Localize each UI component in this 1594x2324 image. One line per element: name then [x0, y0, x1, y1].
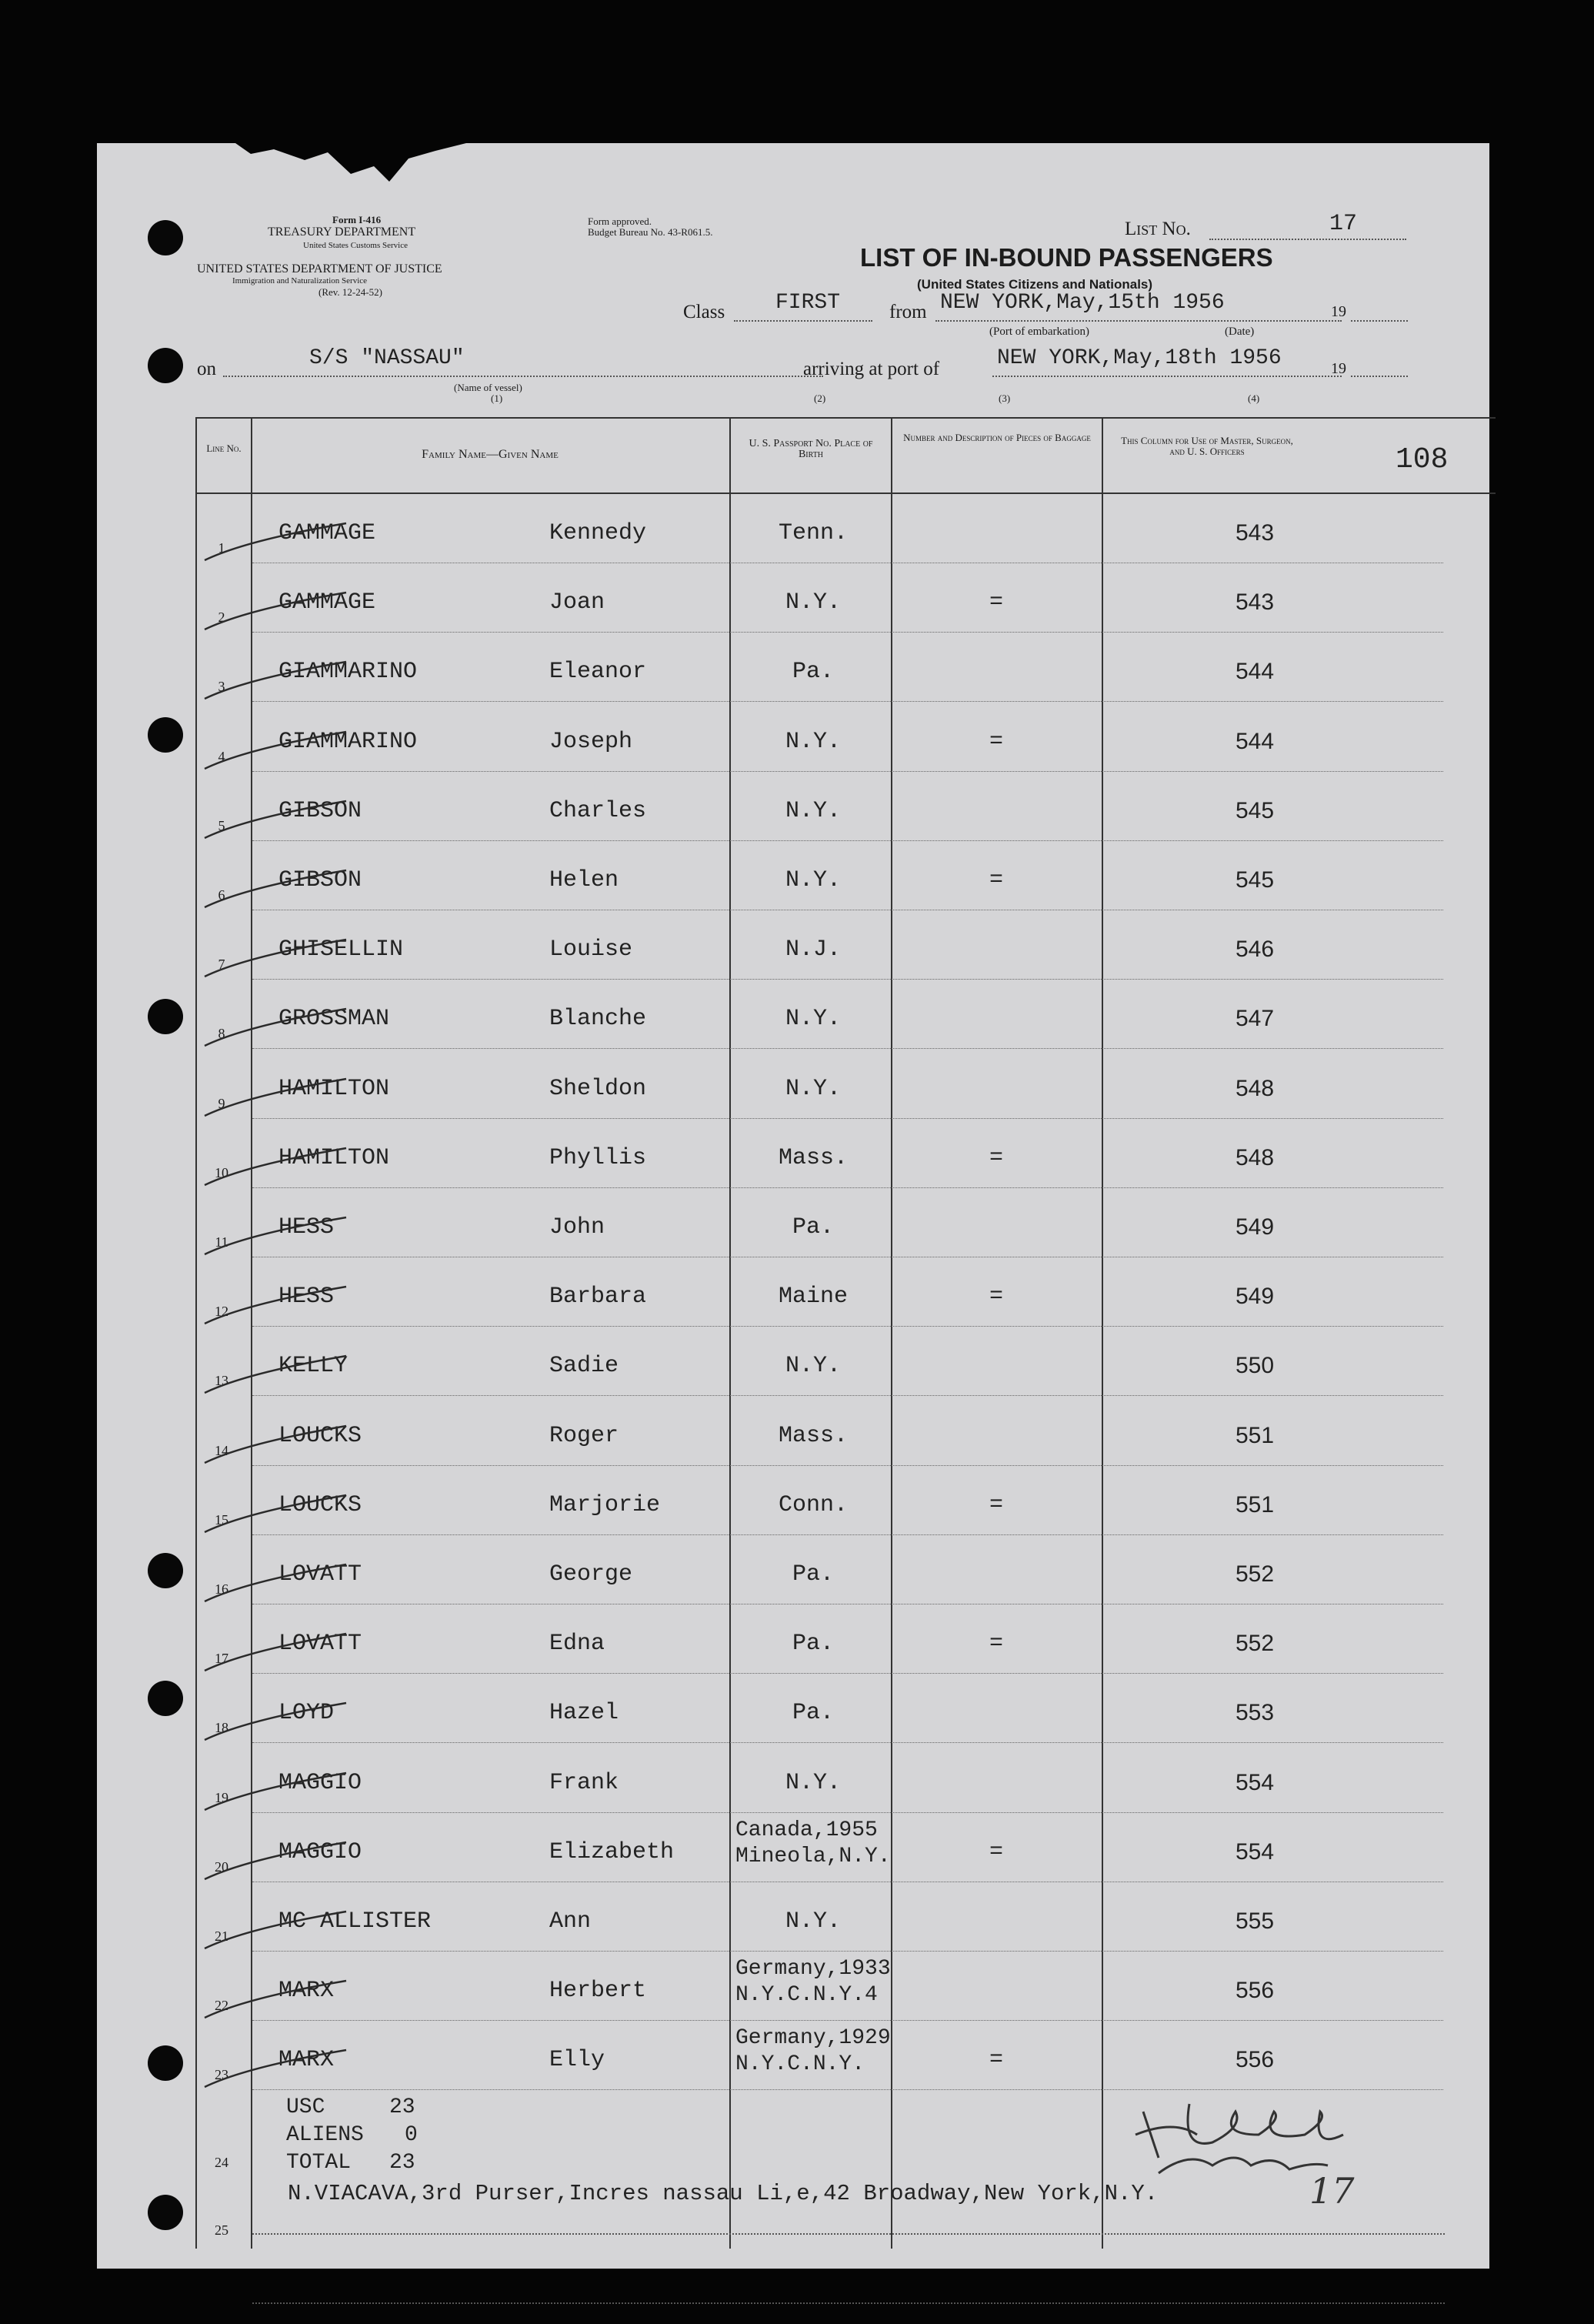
- family-name: GIBSON: [278, 798, 362, 824]
- form-approved: Form approved.: [588, 215, 652, 227]
- line-number: 15: [215, 1512, 228, 1528]
- family-name: MARX: [278, 2047, 335, 2073]
- given-name: Herbert: [549, 1978, 647, 2004]
- birth-place: N.Y.: [785, 1076, 841, 1102]
- family-name: HESS: [278, 1284, 335, 1310]
- form-number: Form I-416: [332, 214, 382, 225]
- line-number: 24: [215, 2155, 228, 2170]
- class-line: [734, 320, 872, 322]
- birth-place: N.Y.: [785, 867, 841, 893]
- pen-check-mark: [200, 1350, 354, 1404]
- table-row: [97, 1535, 1489, 1604]
- officer-number: 544: [1235, 659, 1275, 684]
- family-name: GAMMAGE: [278, 589, 376, 616]
- row-rule: [252, 2233, 1445, 2235]
- birth-place-line2: Mineola,N.Y.: [735, 1845, 891, 1868]
- table-row: [97, 1397, 1489, 1466]
- family-name: LOVATT: [278, 1631, 362, 1657]
- from-value: NEW YORK,May,15th 1956: [940, 291, 1225, 315]
- family-name: GIAMMARINO: [278, 729, 418, 755]
- line-number: 5: [218, 818, 225, 833]
- header-name: Family Name—Given Name: [422, 448, 559, 461]
- pen-check-mark: [200, 2044, 354, 2098]
- col-no-2: (2): [814, 392, 826, 404]
- birth-place: Maine: [778, 1284, 848, 1310]
- class-label: Class: [683, 302, 725, 322]
- family-name: LOYD: [278, 1700, 335, 1726]
- line-number: 18: [215, 1720, 228, 1735]
- table-row: [97, 1813, 1489, 1882]
- family-name: KELLY: [278, 1353, 348, 1379]
- dept-treasury: TREASURY DEPARTMENT: [268, 225, 416, 239]
- given-name: Eleanor: [549, 659, 647, 685]
- officer-signature: [1128, 2089, 1359, 2181]
- table-row: [97, 1188, 1489, 1257]
- vessel-line: [223, 376, 823, 377]
- purser-line: N.VIACAVA,3rd Purser,Incres nassau Li,e,42 Broadway,New York,N.Y.: [288, 2181, 1159, 2206]
- dept-treasury-sub: United States Customs Service: [303, 241, 408, 250]
- vessel-caption-no: (1): [491, 392, 503, 404]
- officer-number: 545: [1235, 867, 1275, 893]
- usc-label: USC: [286, 2095, 325, 2119]
- given-name: Elly: [549, 2047, 605, 2073]
- officer-number: 552: [1235, 1631, 1275, 1656]
- officer-number: 547: [1235, 1006, 1275, 1031]
- family-name: LOVATT: [278, 1561, 362, 1588]
- officer-number: 545: [1235, 798, 1275, 823]
- birth-place-line2: N.Y.C.N.Y.4: [735, 1983, 878, 2007]
- family-name: MC ALLISTER: [278, 1908, 432, 1935]
- handwritten-list-number: 17: [1309, 2170, 1355, 2212]
- line-number: 14: [215, 1443, 228, 1458]
- officer-number: 544: [1235, 729, 1275, 754]
- birth-place: N.Y.: [785, 1908, 841, 1935]
- col-no-3: (3): [999, 392, 1011, 404]
- line-number: 23: [215, 2067, 228, 2082]
- birth-place: N.Y.: [785, 589, 841, 616]
- line-number: 13: [215, 1373, 228, 1388]
- table-row: [97, 703, 1489, 772]
- header-line-no: Line No.: [206, 442, 242, 454]
- date-caption: (Date): [1225, 326, 1255, 338]
- birth-place: Pa.: [792, 1561, 834, 1588]
- year1-line: [1351, 320, 1408, 322]
- on-label: on: [197, 359, 216, 379]
- birth-place-line2: N.Y.C.N.Y.: [735, 2052, 865, 2076]
- baggage: =: [989, 1631, 1003, 1657]
- document-subtitle: (United States Citizens and Nationals): [917, 277, 1153, 292]
- given-name: Phyllis: [549, 1145, 647, 1171]
- baggage: =: [989, 1284, 1003, 1310]
- birth-place: Germany,1933: [735, 1957, 891, 1981]
- birth-place: N.Y.: [785, 1353, 841, 1379]
- list-no-value: 17: [1329, 211, 1358, 237]
- given-name: Joseph: [549, 729, 633, 755]
- line-number: 20: [215, 1859, 228, 1875]
- table-row: [97, 1952, 1489, 2021]
- line-number: 11: [215, 1234, 228, 1250]
- line-number: 10: [215, 1165, 228, 1180]
- officer-number: 551: [1235, 1423, 1275, 1448]
- given-name: Kennedy: [549, 520, 647, 546]
- officer-number: 546: [1235, 937, 1275, 962]
- year2-line: [1351, 376, 1408, 377]
- punch-hole: [148, 2195, 183, 2230]
- page-number: 108: [1396, 443, 1449, 476]
- family-name: GROSSMAN: [278, 1006, 390, 1032]
- officer-number: 556: [1235, 1978, 1275, 2003]
- officer-number: 554: [1235, 1839, 1275, 1865]
- officer-number: 554: [1235, 1770, 1275, 1795]
- officer-number: 543: [1235, 520, 1275, 546]
- given-name: George: [549, 1561, 633, 1588]
- aliens-value: 0: [405, 2123, 418, 2147]
- torn-edge: [235, 143, 466, 189]
- family-name: GIAMMARINO: [278, 659, 418, 685]
- given-name: Marjorie: [549, 1492, 661, 1518]
- family-name: GIBSON: [278, 867, 362, 893]
- given-name: Sheldon: [549, 1076, 647, 1102]
- line-number: 1: [218, 540, 225, 556]
- arriving-label: arriving at port of: [803, 359, 940, 379]
- table-row: [97, 1466, 1489, 1535]
- row-rule: [252, 1048, 1443, 1049]
- line-number: 22: [215, 1998, 228, 2013]
- given-name: Helen: [549, 867, 619, 893]
- birth-place: Canada,1955: [735, 1818, 878, 1842]
- line-number: 3: [218, 679, 225, 694]
- class-value: FIRST: [775, 291, 841, 315]
- baggage: =: [989, 1839, 1003, 1865]
- given-name: Edna: [549, 1631, 605, 1657]
- document-title: LIST OF IN-BOUND PASSENGERS: [860, 243, 1273, 272]
- family-name: HAMILTON: [278, 1076, 390, 1102]
- table-row: [97, 980, 1489, 1049]
- given-name: Elizabeth: [549, 1839, 675, 1865]
- list-no-label: List No.: [1125, 219, 1191, 239]
- row-rule: [252, 701, 1443, 702]
- family-name: HESS: [278, 1214, 335, 1240]
- birth-place: Pa.: [792, 1700, 834, 1726]
- table-row: [97, 1744, 1489, 1813]
- vessel-caption: (Name of vessel): [454, 382, 522, 393]
- pen-check-mark: [200, 1003, 354, 1057]
- header-passport: U. S. Passport No. Place of Birth: [749, 438, 873, 460]
- port-embark-caption: (Port of embarkation): [989, 326, 1089, 338]
- baggage: =: [989, 589, 1003, 616]
- row-rule: [252, 1742, 1443, 1743]
- table-row: [97, 1604, 1489, 1674]
- given-name: Blanche: [549, 1006, 647, 1032]
- dept-justice-sub: Immigration and Naturalization Service: [232, 276, 368, 285]
- family-name: GHISELLIN: [278, 937, 404, 963]
- birth-place: Germany,1929: [735, 2026, 891, 2050]
- birth-place: Tenn.: [778, 520, 848, 546]
- dept-justice: UNITED STATES DEPARTMENT OF JUSTICE: [197, 262, 442, 275]
- table-row: [97, 841, 1489, 910]
- row-rule: [252, 2302, 1445, 2304]
- family-name: MAGGIO: [278, 1770, 362, 1796]
- birth-place: N.Y.: [785, 729, 841, 755]
- table-row: [97, 1257, 1489, 1327]
- family-name: GAMMAGE: [278, 520, 376, 546]
- table-row: [97, 1882, 1489, 1952]
- pen-check-mark: [200, 656, 354, 710]
- punch-hole: [148, 220, 183, 255]
- given-name: Roger: [549, 1423, 619, 1449]
- manifest-sheet: [97, 143, 1489, 2269]
- table-row: [97, 910, 1489, 980]
- line-number: 2: [218, 609, 225, 625]
- budget-bureau: Budget Bureau No. 43-R061.5.: [588, 226, 713, 238]
- line-number: 16: [215, 1581, 228, 1597]
- family-name: MAGGIO: [278, 1839, 362, 1865]
- table-row: [97, 633, 1489, 702]
- given-name: Hazel: [549, 1700, 619, 1726]
- line-number: 21: [215, 1928, 228, 1944]
- revision: (Rev. 12-24-52): [318, 286, 382, 298]
- birth-place: Pa.: [792, 1214, 834, 1240]
- table-row: [97, 494, 1489, 563]
- given-name: Louise: [549, 937, 633, 963]
- baggage: =: [989, 2047, 1003, 2073]
- line-number: 12: [215, 1304, 228, 1319]
- from-label: from: [889, 302, 927, 322]
- officer-number: 553: [1235, 1700, 1275, 1725]
- baggage: =: [989, 1145, 1003, 1171]
- from-line: [935, 320, 1342, 322]
- officer-number: 548: [1235, 1145, 1275, 1170]
- table-row: [97, 1674, 1489, 1743]
- line-number: 8: [218, 1026, 225, 1041]
- given-name: Sadie: [549, 1353, 619, 1379]
- officer-number: 549: [1235, 1214, 1275, 1240]
- birth-place: N.Y.: [785, 1006, 841, 1032]
- birth-place: Pa.: [792, 1631, 834, 1657]
- table-row: [97, 1050, 1489, 1119]
- line-number: 6: [218, 887, 225, 903]
- given-name: John: [549, 1214, 605, 1240]
- year1: 19: [1331, 303, 1346, 320]
- arriving-line: [992, 376, 1342, 377]
- officer-number: 548: [1235, 1076, 1275, 1101]
- line-number: 4: [218, 749, 225, 764]
- punch-hole: [148, 348, 183, 383]
- table-row: [97, 772, 1489, 841]
- baggage: =: [989, 1492, 1003, 1518]
- officer-number: 552: [1235, 1561, 1275, 1587]
- birth-place: N.J.: [785, 937, 841, 963]
- baggage: =: [989, 729, 1003, 755]
- header-baggage: Number and Description of Pieces of Baggage: [903, 432, 1091, 443]
- birth-place: Mass.: [778, 1423, 848, 1449]
- officer-number: 549: [1235, 1284, 1275, 1309]
- year2: 19: [1331, 360, 1346, 377]
- given-name: Joan: [549, 589, 605, 616]
- birth-place: Conn.: [778, 1492, 848, 1518]
- birth-place: Pa.: [792, 659, 834, 685]
- officer-number: 555: [1235, 1908, 1275, 1934]
- line-number: 17: [215, 1651, 228, 1666]
- officer-number: 551: [1235, 1492, 1275, 1518]
- list-no-line: [1209, 239, 1406, 240]
- officer-number: 556: [1235, 2047, 1275, 2072]
- pen-check-mark: [200, 1697, 354, 1751]
- given-name: Barbara: [549, 1284, 647, 1310]
- header-officers: This Column for Use of Master, Surgeon, and U. S. Officers: [1121, 435, 1293, 457]
- line-number: 7: [218, 957, 225, 972]
- table-row: [97, 2021, 1489, 2090]
- given-name: Ann: [549, 1908, 592, 1935]
- family-name: LOUCKS: [278, 1492, 362, 1518]
- total-label: TOTAL: [286, 2151, 352, 2175]
- arriving-value: NEW YORK,May,18th 1956: [997, 346, 1282, 370]
- line-number: 25: [215, 2222, 228, 2238]
- birth-place: Mass.: [778, 1145, 848, 1171]
- aliens-label: ALIENS: [286, 2123, 364, 2147]
- usc-value: 23: [389, 2095, 415, 2119]
- line-number: 19: [215, 1790, 228, 1805]
- total-value: 23: [389, 2151, 415, 2175]
- col-no-4: (4): [1248, 392, 1260, 404]
- given-name: Frank: [549, 1770, 619, 1796]
- family-name: HAMILTON: [278, 1145, 390, 1171]
- baggage: =: [989, 867, 1003, 893]
- family-name: MARX: [278, 1978, 335, 2004]
- table-top-rule: [195, 417, 1496, 419]
- birth-place: N.Y.: [785, 1770, 841, 1796]
- line-number: 9: [218, 1096, 225, 1111]
- vessel-name: S/S "NASSAU": [309, 346, 465, 370]
- table-row: [97, 563, 1489, 633]
- family-name: LOUCKS: [278, 1423, 362, 1449]
- given-name: Charles: [549, 798, 647, 824]
- officer-number: 550: [1235, 1353, 1275, 1378]
- officer-number: 543: [1235, 589, 1275, 615]
- row-rule: [252, 1395, 1443, 1396]
- birth-place: N.Y.: [785, 798, 841, 824]
- table-row: [97, 1119, 1489, 1188]
- table-row: [97, 1327, 1489, 1396]
